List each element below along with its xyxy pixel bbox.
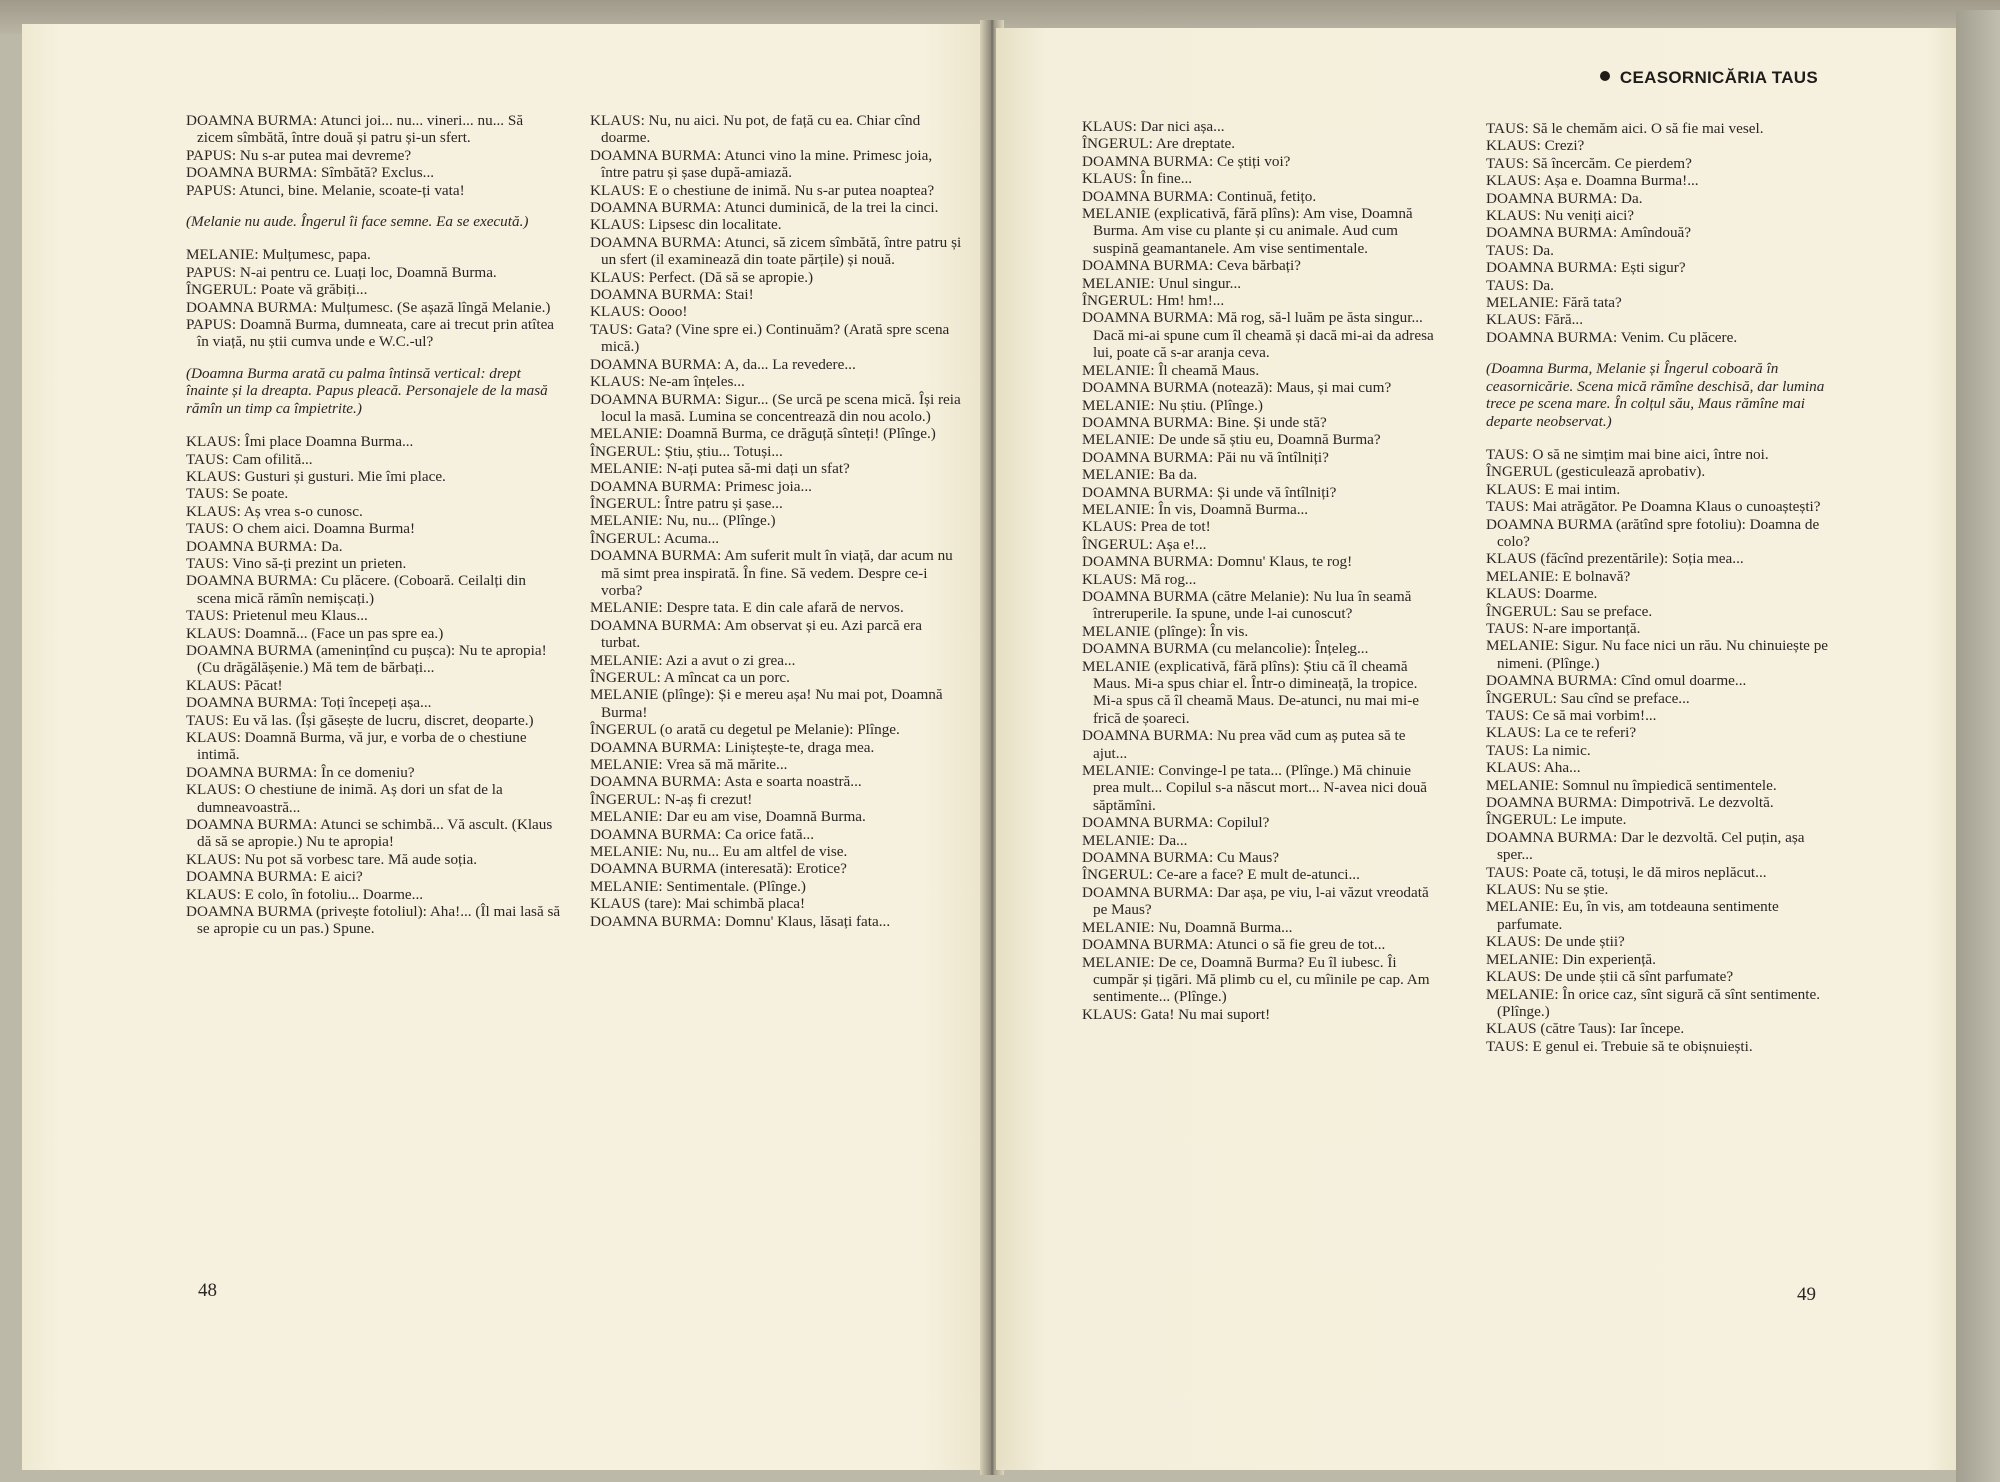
dialogue-line: KLAUS: Perfect. (Dă să se apropie.) <box>590 268 814 286</box>
dialogue-line: DOAMNA BURMA: Atunci vino la mine. Primesc joia, între patru și șase după-amiază. <box>590 146 933 182</box>
dialogue-line: DOAMNA BURMA: În ce domeniu? <box>186 763 415 781</box>
dialogue-line: KLAUS: O chestiune de inimă. Aș dori un sfat de la dumneavoastră... <box>186 781 503 816</box>
dialogue-line: KLAUS: Lipsesc din localitate. <box>590 216 782 234</box>
right-column-2 <box>1486 120 1838 1055</box>
dialogue-line: DOAMNA BURMA: Și unde vă întîlniți? <box>1082 483 1337 501</box>
running-head-text: CEASORNICĂRIA TAUS <box>1619 68 1818 87</box>
dialogue-line: DOAMNA BURMA: Ce știți voi? <box>1082 152 1291 170</box>
dialogue-line: ÎNGERUL: Poate vă grăbiți... <box>186 281 368 299</box>
dialogue-line: TAUS: O chem aici. Doamna Burma! <box>186 520 416 538</box>
dialogue-line: TAUS: Vino să-ți prezint un prieten. <box>186 554 407 572</box>
dialogue-line: KLAUS: Gata! Nu mai suport! <box>1082 1005 1271 1023</box>
dialogue-line: DOAMNA BURMA: Cu Maus? <box>1082 849 1280 867</box>
dialogue-line: MELANIE: N-ați putea să-mi dați un sfat? <box>590 460 850 478</box>
dialogue-line: DOAMNA BURMA: Sîmbătă? Exclus... <box>186 164 435 182</box>
dialogue-line: TAUS: Cam ofilită... <box>186 450 313 468</box>
dialogue-line: DOAMNA BURMA: Păi nu vă întîlniți? <box>1082 448 1329 466</box>
dialogue-line: MELANIE: Din experiență. <box>1486 950 1656 968</box>
dialogue-line: ÎNGERUL: Ce-are a face? E mult de-atunci... <box>1082 866 1360 884</box>
dialogue-line: MELANIE (explicativă, fără plîns): Am vise, Doamnă Burma. Am vise cu plante și cu animale. Aud cum suspină geamantanele. Am vise sentimentale. <box>1082 205 1413 257</box>
dialogue-line: DOAMNA BURMA: Asta e soarta noastră... <box>590 773 862 791</box>
dialogue-line: MELANIE: Dar eu am vise, Doamnă Burma. <box>590 808 866 826</box>
dialogue-line: TAUS: Se poate. <box>186 485 289 503</box>
dialogue-line: ÎNGERUL: Știu, știu... Totuși... <box>590 442 783 460</box>
dialogue-line: ÎNGERUL: N-aș fi crezut! <box>590 790 753 808</box>
dialogue-line: KLAUS: La ce te referi? <box>1486 724 1637 742</box>
stage-direction: (Doamna Burma, Melanie și Îngerul coboară în ceasornicărie. Scena mică rămîne deschisă, dar lumina trece pe scena mare. În colțul său, Maus rămîne mai departe neobservat.) <box>1486 360 1825 430</box>
dialogue-line: DOAMNA BURMA (amenințînd cu pușca): Nu te apropia! (Cu drăgălășenie.) Mă tem de bărbați... <box>186 641 547 677</box>
dialogue-line: DOAMNA BURMA: Sigur... (Se urcă pe scena mică. Își reia locul la masă. Lumina se concentrează din nou acolo.) <box>590 390 961 425</box>
bullet-icon <box>1600 71 1610 81</box>
dialogue-line: DOAMNA BURMA: Ești sigur? <box>1486 259 1686 277</box>
dialogue-line: ÎNGERUL: Acuma... <box>590 529 720 547</box>
dialogue-line: TAUS: Mai atrăgător. Pe Doamna Klaus o cunoaștești? <box>1486 498 1821 516</box>
dialogue-line: KLAUS: Nu pot să vorbesc tare. Mă aude soția. <box>186 850 478 868</box>
dialogue-line: MELANIE (plînge): Și e mereu așa! Nu mai pot, Doamnă Burma! <box>590 686 943 721</box>
dialogue-line: MELANIE (plînge): În vis. <box>1082 622 1249 640</box>
dialogue-line: TAUS: Prietenul meu Klaus... <box>186 607 368 625</box>
dialogue-line: MELANIE: În orice caz, sînt sigură că sînt sentimente. (Plînge.) <box>1486 985 1821 1020</box>
dialogue-line: MELANIE: Vrea să mă mărite... <box>590 756 788 774</box>
dialogue-line: DOAMNA BURMA: Bine. Și unde stă? <box>1082 413 1327 431</box>
dialogue-line: MELANIE: E bolnavă? <box>1486 567 1631 585</box>
dialogue-line: ÎNGERUL: Așa e!... <box>1082 535 1207 553</box>
dialogue-line: DOAMNA BURMA: Ca orice fată... <box>590 825 814 843</box>
dialogue-line: KLAUS: Ne-am înțeles... <box>590 373 745 391</box>
dialogue-line: DOAMNA BURMA: Venim. Cu plăcere. <box>1486 328 1738 346</box>
dialogue-line: DOAMNA BURMA: Da. <box>1486 189 1643 207</box>
dialogue-line: TAUS: Ce să mai vorbim!... <box>1486 707 1657 724</box>
dialogue-line: DOAMNA BURMA: Copilul? <box>1082 814 1270 832</box>
dialogue-line: DOAMNA BURMA (arătînd spre fotoliu): Doamna de colo? <box>1486 515 1820 550</box>
dialogue-line: TAUS: Da. <box>1486 276 1554 294</box>
dialogue-line: TAUS: Eu vă las. (Își găsește de lucru, discret, deoparte.) <box>186 711 534 729</box>
dialogue-line: DOAMNA BURMA: E aici? <box>186 868 363 886</box>
dialogue-line: ÎNGERUL: A mîncat ca un porc. <box>590 669 790 686</box>
dialogue-line: KLAUS: Dar nici așa... <box>1082 118 1225 135</box>
dialogue-line: MELANIE: Despre tata. E din cale afară de nervos. <box>590 599 904 617</box>
left-column-1 <box>186 112 562 938</box>
dialogue-line: DOAMNA BURMA: Dar așa, pe viu, l-ai văzut vreodată pe Maus? <box>1082 883 1429 919</box>
dialogue-line: DOAMNA BURMA: Am observat și eu. Azi parcă era turbat. <box>590 616 922 652</box>
dialogue-line: MELANIE: Somnul nu împiedică sentimentele. <box>1486 776 1777 794</box>
dialogue-line: KLAUS: Îmi place Doamna Burma... <box>186 433 414 451</box>
dialogue-line: PAPUS: Nu s-ar putea mai devreme? <box>186 146 412 164</box>
dialogue-line: DOAMNA BURMA: Continuă, fetițo. <box>1082 187 1317 205</box>
dialogue-line: KLAUS: Doarme. <box>1486 585 1598 603</box>
dialogue-line: KLAUS: Mă rog... <box>1082 570 1197 588</box>
left-column-2 <box>590 112 962 930</box>
dialogue-line: MELANIE: În vis, Doamnă Burma... <box>1082 500 1309 518</box>
dialogue-line: MELANIE: Nu, nu... Eu am altfel de vise. <box>590 843 848 861</box>
stage-direction: (Doamna Burma arată cu palma întinsă vertical: drept înainte și la dreapta. Papus pleacă. Personajele de la masă rămîn un timp ca împietrite.) <box>186 364 548 417</box>
dialogue-line: MELANIE: Îl cheamă Maus. <box>1082 361 1260 379</box>
dialogue-line: KLAUS: E mai intim. <box>1486 480 1621 498</box>
right-column-1 <box>1082 118 1440 1023</box>
dialogue-line: DOAMNA BURMA: Atunci se schimbă... Vă ascult. (Klaus dă să se apropie.) Nu te apropia! <box>186 816 553 851</box>
dialogue-line: MELANIE: De ce, Doamnă Burma? Eu îl iubesc. Îi cumpăr și țigări. Mă plimb cu el, cu mîinile pe cap. Am sentimente... (Plînge.) <box>1082 953 1430 1006</box>
dialogue-line: TAUS: Să încercăm. Ce pierdem? <box>1486 154 1692 172</box>
dialogue-line: DOAMNA BURMA: Liniștește-te, draga mea. <box>590 738 875 756</box>
dialogue-line: DOAMNA BURMA: Atunci joi... nu... vineri... nu... Să zicem sîmbătă, între două și patru și-un sfert. <box>186 112 524 147</box>
dialogue-line: TAUS: Să le chemăm aici. O să fie mai vesel. <box>1486 120 1764 137</box>
dialogue-line: KLAUS: E colo, în fotoliu... Doarme... <box>186 885 424 903</box>
dialogue-line: MELANIE: Sigur. Nu face nici un rău. Nu chinuiește pe nimeni. (Plînge.) <box>1486 637 1829 672</box>
dialogue-line: DOAMNA BURMA: Cînd omul doarme... <box>1486 672 1747 690</box>
dialogue-line: DOAMNA BURMA: Domnu' Klaus, lăsați fata... <box>590 912 891 930</box>
dialogue-line: MELANIE: Convinge-l pe tata... (Plînge.) Mă chinuie prea mult... Copilul s-a născut mort... N-avea nici două săptămîni. <box>1082 762 1428 814</box>
dialogue-line: KLAUS: Crezi? <box>1486 137 1585 155</box>
book-cover-right <box>1956 10 2000 1482</box>
dialogue-line: DOAMNA BURMA: Stai! <box>590 286 754 304</box>
dialogue-line: DOAMNA BURMA (cu melancolie): Înțeleg... <box>1082 640 1369 658</box>
dialogue-line: ÎNGERUL: Are dreptate. <box>1082 135 1236 153</box>
left-page <box>22 24 988 1470</box>
dialogue-line: ÎNGERUL: Sau cînd se preface... <box>1486 689 1690 707</box>
dialogue-line: MELANIE: Sentimentale. (Plînge.) <box>590 877 806 895</box>
dialogue-line: DOAMNA BURMA: Amîndouă? <box>1486 224 1692 242</box>
dialogue-line: KLAUS (făcînd prezentările): Soția mea... <box>1486 550 1744 568</box>
dialogue-line: ÎNGERUL: Sau se preface. <box>1486 602 1653 620</box>
dialogue-line: KLAUS: E o chestiune de inimă. Nu s-ar putea noaptea? <box>590 181 935 199</box>
dialogue-line: DOAMNA BURMA (notează): Maus, și mai cum? <box>1082 379 1392 397</box>
dialogue-line: DOAMNA BURMA: Am suferit mult în viață, dar acum nu mă simt prea inspirată. În fine. Să vedem. Despre ce-i vorba? <box>590 547 953 599</box>
dialogue-line: DOAMNA BURMA (către Melanie): Nu lua în seamă întreruperile. Ia spune, unde l-ai cunoscut? <box>1082 587 1412 623</box>
dialogue-line: ÎNGERUL (o arată cu degetul pe Melanie): Plînge. <box>590 721 900 739</box>
dialogue-line: KLAUS: În fine... <box>1082 170 1193 188</box>
dialogue-line: MELANIE: Doamnă Burma, ce drăguță sînteți! (Plînge.) <box>590 425 936 443</box>
dialogue-line: DOAMNA BURMA: Atunci o să fie greu de tot... <box>1082 936 1386 954</box>
dialogue-line: DOAMNA BURMA: Ceva bărbați? <box>1082 257 1301 275</box>
dialogue-line: KLAUS: Gusturi și gusturi. Mie îmi place. <box>186 467 446 485</box>
dialogue-line: MELANIE (explicativă, fără plîns): Știu că îl cheamă Maus. Mi-a spus chiar el. Într-o dimineață, la tropice. Mi-a spus că îl cheamă Maus. De-atunci, nu mai mi-e frică de șoareci. <box>1082 657 1420 727</box>
dialogue-line: MELANIE: Da... <box>1082 831 1188 849</box>
dialogue-line: TAUS: La nimic. <box>1486 741 1591 759</box>
dialogue-line: MELANIE: Eu, în vis, am totdeauna sentimente parfumate. <box>1486 898 1779 933</box>
running-head <box>1600 68 1818 88</box>
dialogue-line: KLAUS: Păcat! <box>186 676 283 694</box>
dialogue-line: KLAUS: Doamnă Burma, vă jur, e vorba de o chestiune intimă. <box>186 729 527 764</box>
dialogue-line: DOAMNA BURMA: Dimpotrivă. Le dezvoltă. <box>1486 794 1774 812</box>
dialogue-line: DOAMNA BURMA: A, da... La revedere... <box>590 355 856 373</box>
dialogue-line: PAPUS: Doamnă Burma, dumneata, care ai trecut prin atîtea în viață, nu știi cumva unde e W.C.-ul? <box>186 316 555 351</box>
dialogue-line: DOAMNA BURMA: Nu prea văd cum aș putea să te ajut... <box>1082 727 1406 762</box>
dialogue-line: KLAUS: De unde știi? <box>1486 933 1625 951</box>
dialogue-line: TAUS: Poate că, totuși, le dă miros neplăcut... <box>1486 863 1767 881</box>
dialogue-line: DOAMNA BURMA: Atunci, să zicem sîmbătă, între patru și un sfert (il examinează din toate părțile) și nouă. <box>590 233 962 269</box>
dialogue-line: KLAUS: Fără... <box>1486 311 1584 329</box>
dialogue-line: DOAMNA BURMA: Cu plăcere. (Coboară. Ceilalți din scena mică rămîn nemișcați.) <box>186 572 526 607</box>
dialogue-line: MELANIE: Fără tata? <box>1486 294 1622 312</box>
dialogue-line: DOAMNA BURMA: Domnu' Klaus, te rog! <box>1082 553 1353 571</box>
dialogue-line: KLAUS: Aha... <box>1486 759 1581 777</box>
dialogue-line: ÎNGERUL: Le impute. <box>1486 811 1627 829</box>
dialogue-line: DOAMNA BURMA (interesată): Erotice? <box>590 860 847 878</box>
dialogue-line: KLAUS: Nu, nu aici. Nu pot, de față cu ea. Chiar cînd doarme. <box>590 112 921 147</box>
dialogue-line: TAUS: Gata? (Vine spre ei.) Continuăm? (Arată spre scena mică.) <box>590 320 950 356</box>
dialogue-line: KLAUS: Prea de tot! <box>1082 518 1211 536</box>
dialogue-line: ÎNGERUL (gesticulează aprobativ). <box>1486 463 1706 481</box>
dialogue-line: DOAMNA BURMA: Da. <box>186 537 343 555</box>
stage-direction: (Melanie nu aude. Îngerul îi face semne. Ea se execută.) <box>186 213 529 231</box>
dialogue-line: DOAMNA BURMA: Toți începeți așa... <box>186 694 432 712</box>
dialogue-line: KLAUS: De unde știi că sînt parfumate? <box>1486 968 1734 986</box>
dialogue-line: DOAMNA BURMA: Mulțumesc. (Se așază lîngă Melanie.) <box>186 298 551 316</box>
dialogue-line: DOAMNA BURMA: Mă rog, să-l luăm pe ăsta singur... Dacă mi-ai spune cum îl cheamă și dacă mi-ai da adresa lui, poate că s-ar aranja ceva. <box>1082 309 1434 362</box>
dialogue-line: TAUS: E genul ei. Trebuie să te obișnuiești. <box>1486 1037 1753 1055</box>
dialogue-line: KLAUS: Nu veniți aici? <box>1486 207 1635 225</box>
dialogue-line: KLAUS: Aș vrea s-o cunosc. <box>186 502 363 520</box>
dialogue-line: ÎNGERUL: Hm! hm!... <box>1082 292 1225 310</box>
dialogue-line: MELANIE: Nu știu. (Plînge.) <box>1082 396 1263 414</box>
dialogue-line: KLAUS (către Taus): Iar începe. <box>1486 1020 1685 1038</box>
dialogue-line: KLAUS: Așa e. Doamna Burma!... <box>1486 172 1699 190</box>
dialogue-line: KLAUS: Doamnă... (Face un pas spre ea.) <box>186 624 444 642</box>
dialogue-line: TAUS: Da. <box>1486 241 1554 259</box>
right-page <box>996 28 1956 1470</box>
dialogue-line: DOAMNA BURMA: Dar le dezvoltă. Cel puțin, așa sper... <box>1486 828 1805 864</box>
dialogue-line: TAUS: O să ne simțim mai bine aici, între noi. <box>1486 445 1769 463</box>
dialogue-line: KLAUS (tare): Mai schimbă placa! <box>590 895 806 913</box>
dialogue-line: DOAMNA BURMA: Atunci duminică, de la trei la cinci. <box>590 199 939 217</box>
dialogue-line: MELANIE: Mulțumesc, papa. <box>186 246 371 264</box>
dialogue-line: MELANIE: Ba da. <box>1082 466 1198 484</box>
dialogue-line: PAPUS: N-ai pentru ce. Luați loc, Doamnă Burma. <box>186 263 497 281</box>
page-number-right: 49 <box>1797 1284 1816 1305</box>
dialogue-line: KLAUS: Nu se știe. <box>1486 881 1609 899</box>
dialogue-line: TAUS: N-are importanță. <box>1486 619 1641 637</box>
dialogue-line: MELANIE: Azi a avut o zi grea... <box>590 651 796 669</box>
dialogue-line: MELANIE: Nu, Doamnă Burma... <box>1082 918 1293 936</box>
dialogue-line: KLAUS: Oooo! <box>590 303 688 321</box>
page-number-left: 48 <box>198 1280 217 1301</box>
dialogue-line: MELANIE: Unul singur... <box>1082 274 1242 292</box>
dialogue-line: ÎNGERUL: Între patru și șase... <box>590 494 783 512</box>
dialogue-line: DOAMNA BURMA (privește fotoliul): Aha!... (Îl mai lasă să se apropie cu un pas.) Spune. <box>186 903 561 938</box>
dialogue-line: MELANIE: De unde să știu eu, Doamnă Burma? <box>1082 431 1381 449</box>
dialogue-line: PAPUS: Atunci, bine. Melanie, scoate-ți vata! <box>186 181 465 199</box>
dialogue-line: MELANIE: Nu, nu... (Plînge.) <box>590 512 776 530</box>
dialogue-line: DOAMNA BURMA: Primesc joia... <box>590 477 812 495</box>
